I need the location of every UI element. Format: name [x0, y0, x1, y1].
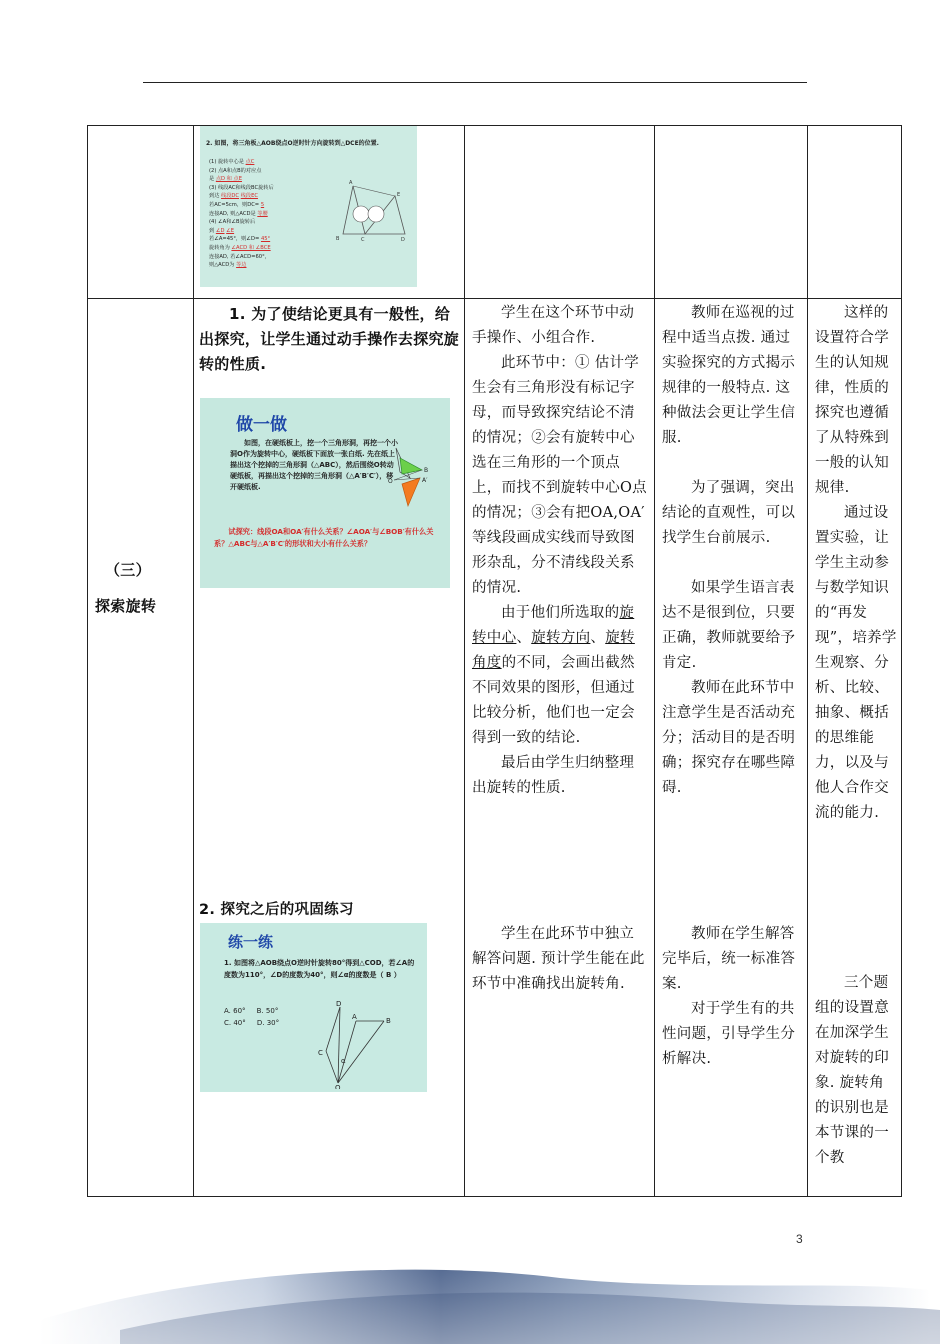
figure-label: C [361, 237, 365, 243]
page-number: 3 [796, 1232, 803, 1246]
slide-answer-8: ∠E [226, 227, 235, 234]
col-divider-3 [654, 125, 655, 1197]
student-para: 此环节中：① 估计学生会有三角形没有标记字母，而导致探究结论不清的情况；②会有旋转中心选在三角形的一个顶点上，而找不到旋转中心O点的情况；③会有把OA,OA′等线段画成实线而导致图形杂乱，分不清线段关系的情况. [472, 355, 647, 596]
content-item-2-text: 2. 探究之后的巩固练习 [199, 902, 354, 918]
teacher-para: 为了强调，突出结论的直观性，可以找学生台前展示. [662, 480, 796, 546]
teacher-para: 教师在此环节中注意学生是否活动充分；活动目的是否明确；探究存在哪些障碍. [662, 680, 796, 796]
student-practice-cell [472, 922, 648, 997]
slide-thumbnail-do-it [200, 398, 450, 588]
intent-para: 三个题组的设置意在加深学生对旋转的印象. 旋转角的识别也是本节课的一个教 [815, 975, 889, 1166]
slide-q2b: 是 [209, 176, 216, 183]
student-text: 的不同，会画出截然不同效果的图形，但通过比较分析，他们也一定会得到一致的结论. [472, 655, 635, 746]
teacher-para: 教师在巡视的过程中适当点拨. 通过实验探究的方式揭示规律的一般特点. 这种做法会更让学生信服. [662, 305, 796, 446]
slide-body: 1. 如图将△AOB绕点O逆时针旋转80°得到△COD，若∠A的度数为110°，∠D的度数为40°，则∠α的度数是（ B ） [224, 959, 415, 979]
student-underlined: 旋转中心 [472, 605, 635, 646]
option-c: C. 40° [224, 1019, 246, 1027]
slide-title: 做一做 [236, 415, 287, 435]
option-a: A. 60° [224, 1007, 246, 1015]
slide-q4b: 到 [209, 227, 216, 234]
row-divider [87, 298, 902, 299]
slide-q4: (4) ∠A和∠B旋转后 [209, 219, 256, 226]
student-underlined: 旋转方向 [531, 630, 591, 646]
content-item-1 [199, 302, 461, 377]
intent-text: 通过设置实验，让学生主动参与数学知识的 [815, 505, 889, 621]
figure-label: α [341, 1057, 346, 1065]
figure-label: B [424, 467, 429, 474]
teacher-para: 如果学生语言表达不是很到位，只要正确，教师就要给予肯定. [662, 580, 796, 671]
slide-q4d: 旋转角为 [209, 244, 232, 251]
figure-label: D [401, 237, 405, 243]
slide-q2: (2) 点A和点B的对应点 [209, 167, 262, 174]
option-b: B. 50° [256, 1007, 279, 1015]
slide-answer-5: 5 [260, 201, 265, 208]
col-divider-1 [193, 125, 194, 1197]
teacher-activity-cell [662, 301, 802, 801]
figure-label: A [352, 1013, 357, 1021]
content-item-1-text: 1. 为了使结论更具有一般性，给出探究，让学生通过动手操作去探究旋转的性质. [199, 305, 460, 373]
table-border-bottom [87, 1196, 902, 1197]
slide-question: 试探究：线段OA和OA′有什么关系？∠AOA′与∠BOB′有什么关系？△ABC与△A′B′C′的形状和大小有什么关系？ [214, 527, 434, 548]
figure-label: B [386, 1017, 391, 1025]
slide-thumbnail-practice [200, 923, 427, 1092]
rotation-triangles-figure [335, 174, 415, 244]
student-activity-cell [472, 301, 648, 801]
slide-answer-10: ∠ACD 和 ∠BCE [231, 244, 271, 251]
slide-answer-1: 点C [245, 159, 255, 165]
slide-answer-2: 点D 和 点E [215, 176, 242, 183]
header-rule [143, 82, 807, 83]
lesson-table [87, 125, 902, 1197]
content-item-2 [199, 898, 461, 923]
slide-answer-9: 45° [260, 236, 271, 243]
slide-questions [209, 158, 349, 270]
student-para: 最后由学生归纳整理出旋转的性质. [472, 755, 635, 796]
slide-q3c: 若AC=5cm，则DC= [209, 201, 261, 208]
intent-para: 这样的设置符合学生的认知规律，性质的探究也遵循了从特殊到一般的认知规律. [815, 305, 889, 496]
student-text: 、 [516, 630, 532, 646]
design-intent-practice-cell [815, 971, 897, 1196]
intent-quote: “再发现” [815, 605, 868, 646]
slide-body: 如图，在硬纸板上，挖一个三角形洞，再挖一个小洞O作为旋转中心，硬纸板下面放一张白纸. 先在纸上描出这个挖掉的三角形洞（△ABC），然后围绕O转动硬纸板，再描出这个挖掉的三角形洞（△A′B′C′），移开硬纸板. [230, 439, 398, 491]
student-para: 学生在这个环节中动手操作、小组合作. [472, 305, 635, 346]
triangle-rotation-figure [388, 440, 444, 516]
stage-cell [95, 557, 187, 619]
figure-label: A′ [422, 477, 428, 484]
slide-answer-6: 等腰 [257, 210, 268, 217]
slide-q3b: 到达 [209, 193, 222, 200]
figure-label: E [397, 192, 401, 198]
intent-text: ，培养学生观察、分析、比较、抽象、概括的思维能力，以及与他人合作交流的能力. [815, 630, 897, 821]
slide-q4e: 连接AD, 若∠ACD=60°， [209, 253, 270, 260]
slide-intro: 2. 如图，将三角板△AOB绕点O逆时针方向旋转到△DCE的位置. [206, 140, 379, 147]
slide-title: 练一练 [228, 933, 274, 951]
slide-thumbnail-rotation-triangle [200, 126, 417, 287]
figure-label: O [388, 478, 393, 485]
teacher-para: 对于学生有的共性问题，引导学生分析解决. [662, 1001, 796, 1067]
slide-answer-7: ∠D [215, 227, 225, 234]
slide-q4c: 若∠A=45°，则∠D= [209, 236, 261, 243]
teacher-para: 教师在学生解答完毕后，统一标准答案. [662, 926, 796, 992]
option-d: D. 30° [256, 1019, 280, 1027]
col-divider-4 [807, 125, 808, 1197]
rotated-triangles-figure [312, 999, 396, 1089]
slide-answer-4: 线段EC [240, 193, 258, 200]
slide-q1: (1) 旋转中心是 [209, 159, 246, 165]
figure-label: C [318, 1049, 323, 1057]
student-underlined: 旋转角度 [472, 630, 635, 671]
student-text: 由于他们所选取的 [501, 605, 620, 621]
student-text: 、 [590, 630, 606, 646]
slide-q3d: 连接AD, 则△ACD是 [209, 210, 258, 217]
figure-label: A [349, 180, 353, 186]
table-border-right [901, 125, 902, 1197]
teacher-practice-cell [662, 922, 802, 1072]
student-para [472, 601, 648, 751]
slide-q4f: 则△ACD为 [209, 262, 237, 269]
figure-label: O [335, 1084, 341, 1089]
footer-decoration [0, 1260, 950, 1344]
slide-answer-3: 线段DC [221, 193, 240, 200]
figure-label: B [336, 236, 340, 242]
slide-answer-11: 等边 [236, 262, 247, 269]
slide-q3: (3) 线段AC和线段BC旋转后 [209, 184, 274, 191]
table-border-left [87, 125, 88, 1197]
design-intent-cell [815, 301, 897, 826]
stage-name: 探索旋转 [95, 597, 157, 615]
student-para: 学生在此环节中独立解答问题. 预计学生能在此环节中准确找出旋转角. [472, 926, 645, 992]
figure-label: D [336, 1000, 342, 1008]
col-divider-2 [464, 125, 465, 1197]
intent-para [815, 501, 897, 826]
stage-number: （三） [105, 561, 151, 579]
